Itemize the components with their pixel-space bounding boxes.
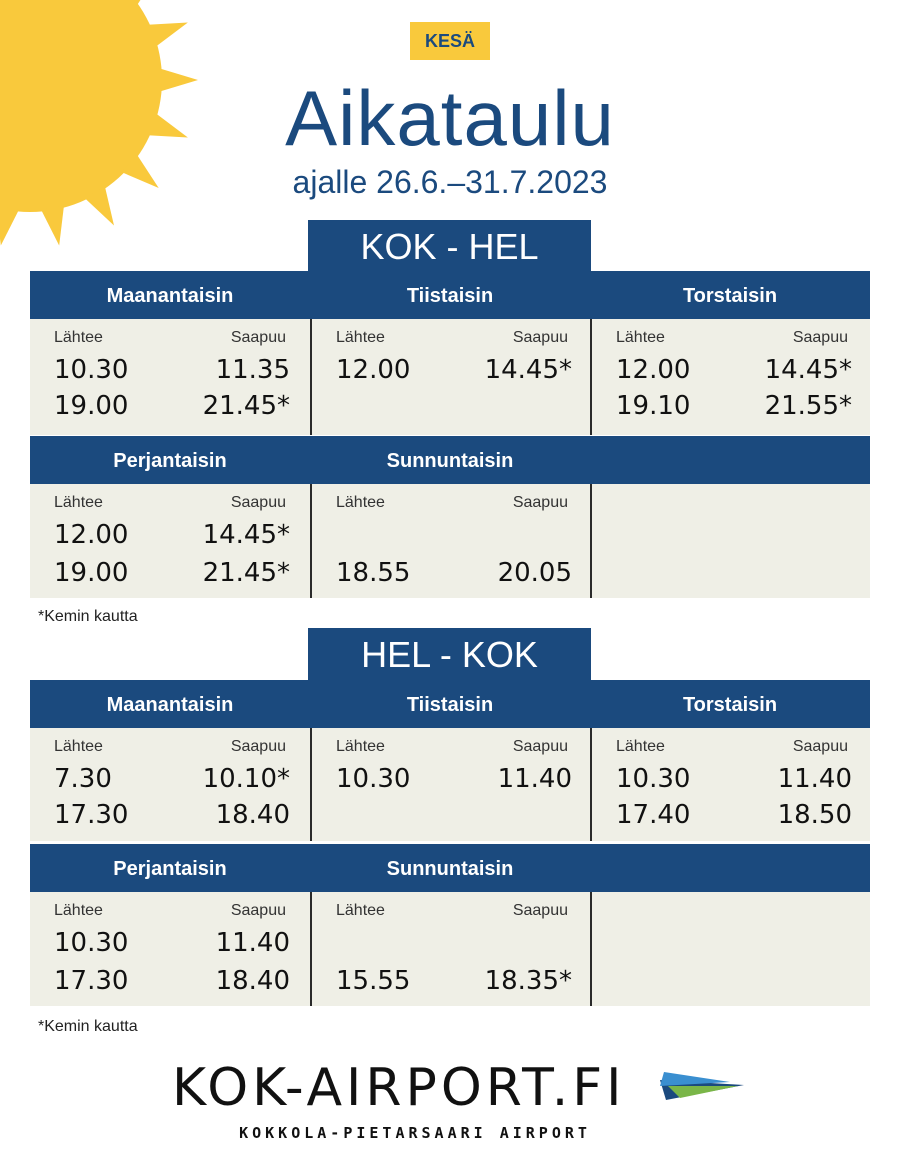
departure-time: 17.40 [616,800,691,830]
arrival-time: 18.35* [484,966,572,996]
day-cell [30,484,310,598]
day-cell [590,728,872,841]
day-header-bar [30,844,870,892]
departure-time: 10.30 [54,928,129,958]
day-header-bar [30,436,870,484]
departs-label: Lähtee [336,738,385,755]
arrives-label: Saapuu [230,902,286,919]
logo-text[interactable]: KOK-AIRPORT.FI [172,1058,626,1118]
arrival-time: 21.45* [202,391,290,421]
day-cell [310,728,592,841]
departure-time: 17.30 [54,800,129,830]
departure-time: 10.30 [336,764,411,794]
departure-time: 19.00 [54,558,129,588]
day-label: Tiistaisin [406,694,494,716]
season-badge: KESÄ [410,22,490,60]
schedule-panel [30,728,870,841]
departure-time: 18.55 [336,558,411,588]
departs-label: Lähtee [616,738,665,755]
arrival-time: 21.55* [764,391,852,421]
arrival-time: 11.40 [497,764,572,794]
arrival-time: 20.05 [497,558,572,588]
departure-time: 15.55 [336,966,411,996]
departure-time: 17.30 [54,966,129,996]
footnote: *Kemin kautta [38,608,138,625]
arrival-time: 14.45* [764,355,852,385]
day-label: Tiistaisin [406,285,494,307]
arrival-time: 18.40 [215,800,290,830]
arrives-label: Saapuu [230,329,286,346]
day-cell [310,484,592,598]
tagline: KOKKOLA-PIETARSAARI AIRPORT [239,1124,591,1142]
arrival-time: 14.45* [202,520,290,550]
airport-logo-icon [660,1066,744,1102]
departure-time: 10.30 [616,764,691,794]
arrives-label: Saapuu [512,329,568,346]
arrives-label: Saapuu [512,494,568,511]
arrival-time: 11.40 [215,928,290,958]
day-label: Sunnuntaisin [386,858,514,880]
day-header-bar [30,680,870,728]
arrives-label: Saapuu [792,738,848,755]
schedule-panel [30,484,870,598]
departure-time: 12.00 [616,355,691,385]
departs-label: Lähtee [616,329,665,346]
departs-label: Lähtee [54,329,103,346]
departure-time: 7.30 [54,764,112,794]
departs-label: Lähtee [336,494,385,511]
day-label: Perjantaisin [113,450,227,472]
arrival-time: 18.50 [777,800,852,830]
day-label: Sunnuntaisin [386,450,514,472]
departs-label: Lähtee [54,738,103,755]
day-cell [310,319,592,435]
day-cell [30,892,310,1006]
arrival-time: 11.35 [215,355,290,385]
route-title: KOK - HEL [308,220,591,272]
day-cell [310,892,592,1006]
arrives-label: Saapuu [512,738,568,755]
arrival-time: 14.45* [484,355,572,385]
day-label: Torstaisin [682,694,778,716]
date-range: ajalle 26.6.–31.7.2023 [292,164,608,200]
departs-label: Lähtee [54,902,103,919]
departure-time: 19.10 [616,391,691,421]
page-title: Aikataulu [285,74,615,162]
schedule-panel [30,892,870,1006]
departure-time: 19.00 [54,391,129,421]
empty-cell [590,484,872,598]
arrives-label: Saapuu [792,329,848,346]
schedule-panel [30,319,870,435]
arrives-label: Saapuu [230,738,286,755]
day-label: Maanantaisin [106,694,234,716]
arrival-time: 21.45* [202,558,290,588]
departs-label: Lähtee [336,902,385,919]
arrival-time: 10.10* [202,764,290,794]
departure-time: 12.00 [336,355,411,385]
arrival-time: 11.40 [777,764,852,794]
day-cell [30,319,310,435]
departs-label: Lähtee [54,494,103,511]
departs-label: Lähtee [336,329,385,346]
route-title: HEL - KOK [308,628,591,680]
departure-time: 10.30 [54,355,129,385]
arrives-label: Saapuu [230,494,286,511]
day-label: Maanantaisin [106,285,234,307]
day-label: Perjantaisin [113,858,227,880]
day-cell [30,728,310,841]
day-cell [590,319,872,435]
day-header-bar [30,271,870,319]
arrives-label: Saapuu [512,902,568,919]
departure-time: 12.00 [54,520,129,550]
arrival-time: 18.40 [215,966,290,996]
footnote: *Kemin kautta [38,1018,138,1035]
day-label: Torstaisin [682,285,778,307]
empty-cell [590,892,872,1006]
